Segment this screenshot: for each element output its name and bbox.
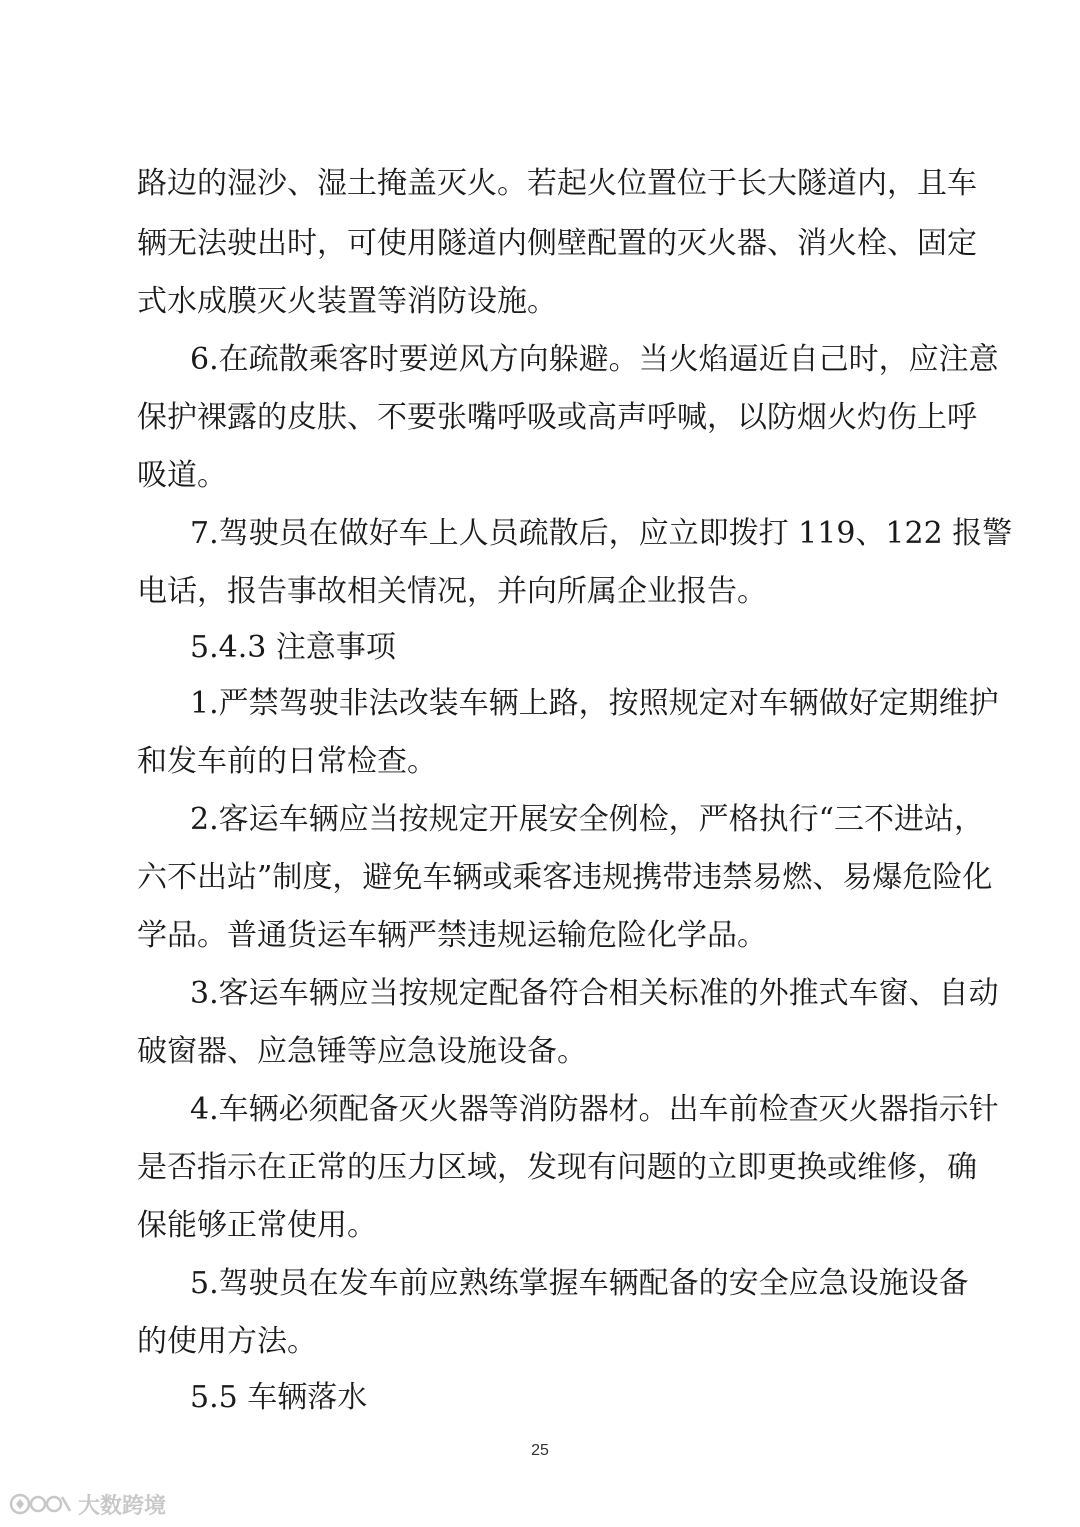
body-line: 的使用方法。: [137, 1324, 317, 1359]
body-line: 学品。普通货运车辆严禁违规运输危险化学品。: [137, 918, 767, 953]
page-number: 25: [531, 1442, 549, 1459]
body-line: 4.车辆必须配备灭火器等消防器材。出车前检查灭火器指示针: [190, 1092, 999, 1127]
body-line: 5.驾驶员在发车前应熟练掌握车辆配备的安全应急设施设备: [190, 1266, 969, 1301]
body-line: 2.客运车辆应当按规定开展安全例检，严格执行“三不进站，: [190, 802, 984, 837]
watermark: [8, 1488, 166, 1520]
body-line: 破窗器、应急锤等应急设施设备。: [137, 1034, 587, 1069]
body-line: 式水成膜灭火装置等消防设施。: [137, 284, 557, 319]
watermark-text: 大数跨境: [78, 1493, 167, 1519]
body-line: 电话，报告事故相关情况，并向所属企业报告。: [137, 574, 767, 609]
body-line: 六不出站”制度，避免车辆或乘客违规携带违禁易燃、易爆危险化: [137, 860, 993, 895]
body-line: 辆无法驶出时，可使用隧道内侧壁配置的灭火器、消火栓、固定: [137, 226, 977, 261]
body-line: 吸道。: [137, 458, 227, 493]
body-line: 1.严禁驾驶非法改装车辆上路，按照规定对车辆做好定期维护: [190, 686, 999, 721]
body-line: 路边的湿沙、湿土掩盖灭火。若起火位置位于长大隧道内，且车: [137, 166, 977, 201]
section-heading: 5.4.3 注意事项: [190, 630, 396, 665]
body-line: 6.在疏散乘客时要逆风方向躲避。当火焰逼近自己时，应注意: [190, 342, 999, 377]
brand-logo-icon: [8, 1491, 74, 1517]
body-line: 7.驾驶员在做好车上人员疏散后，应立即拨打 119、122 报警: [190, 516, 1013, 551]
body-line: 3.客运车辆应当按规定配备符合相关标准的外推式车窗、自动: [190, 976, 999, 1011]
section-heading: 5.5 车辆落水: [190, 1380, 368, 1415]
body-line: 保护裸露的皮肤、不要张嘴呼吸或高声呼喊，以防烟火灼伤上呼: [137, 400, 977, 435]
body-line: 是否指示在正常的压力区域，发现有问题的立即更换或维修，确: [137, 1150, 977, 1185]
body-line: 保能够正常使用。: [137, 1208, 377, 1243]
body-line: 和发车前的日常检查。: [137, 744, 437, 779]
